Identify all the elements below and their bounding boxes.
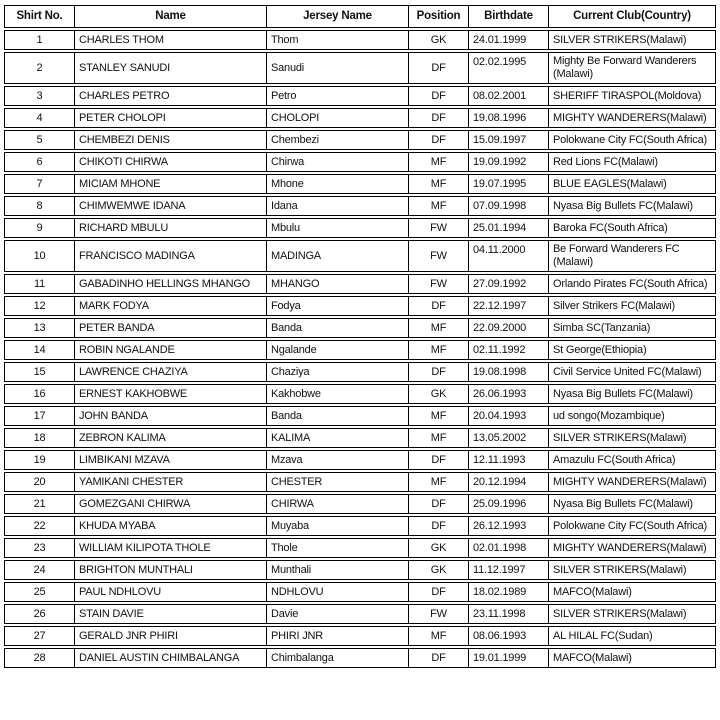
birthdate-cell: 22.12.1997 xyxy=(468,296,548,316)
current-club-cell: SILVER STRIKERS(Malawi) xyxy=(548,604,716,624)
jersey-name-cell: Petro xyxy=(266,86,408,106)
player-name-cell: CHIKOTI CHIRWA xyxy=(74,152,266,172)
birthdate-cell: 19.01.1999 xyxy=(468,648,548,668)
current-club-cell: Red Lions FC(Malawi) xyxy=(548,152,716,172)
position-cell: MF xyxy=(408,318,468,338)
table-row xyxy=(4,450,716,470)
shirt-no-cell: 24 xyxy=(4,560,74,580)
header-name: Name xyxy=(74,5,266,28)
position-cell: MF xyxy=(408,472,468,492)
player-name-cell: ERNEST KAKHOBWE xyxy=(74,384,266,404)
jersey-name-cell: Kakhobwe xyxy=(266,384,408,404)
header-shirt-no: Shirt No. xyxy=(4,5,74,28)
position-cell: MF xyxy=(408,428,468,448)
jersey-name-cell: Thom xyxy=(266,30,408,50)
jersey-name-cell: Banda xyxy=(266,406,408,426)
position-cell: DF xyxy=(408,494,468,514)
table-row xyxy=(4,86,716,106)
table-header xyxy=(4,5,716,28)
birthdate-cell: 22.09.2000 xyxy=(468,318,548,338)
position-cell: MF xyxy=(408,174,468,194)
birthdate-cell: 12.11.1993 xyxy=(468,450,548,470)
shirt-no-cell: 13 xyxy=(4,318,74,338)
table-row xyxy=(4,296,716,316)
jersey-name-cell: Mzava xyxy=(266,450,408,470)
birthdate-cell: 08.02.2001 xyxy=(468,86,548,106)
birthdate-cell: 19.09.1992 xyxy=(468,152,548,172)
player-name-cell: PETER CHOLOPI xyxy=(74,108,266,128)
jersey-name-cell: KALIMA xyxy=(266,428,408,448)
birthdate-cell: 26.06.1993 xyxy=(468,384,548,404)
player-name-cell: PETER BANDA xyxy=(74,318,266,338)
player-name-cell: MICIAM MHONE xyxy=(74,174,266,194)
birthdate-cell: 11.12.1997 xyxy=(468,560,548,580)
player-name-cell: CHEMBEZI DENIS xyxy=(74,130,266,150)
position-cell: DF xyxy=(408,108,468,128)
player-name-cell: CHIMWEMWE IDANA xyxy=(74,196,266,216)
shirt-no-cell: 23 xyxy=(4,538,74,558)
jersey-name-cell: Muyaba xyxy=(266,516,408,536)
current-club-cell: Polokwane City FC(South Africa) xyxy=(548,130,716,150)
current-club-cell: Orlando Pirates FC(South Africa) xyxy=(548,274,716,294)
position-cell: FW xyxy=(408,604,468,624)
position-cell: DF xyxy=(408,450,468,470)
header-birthdate: Birthdate xyxy=(468,5,548,28)
current-club-cell: Nyasa Big Bullets FC(Malawi) xyxy=(548,196,716,216)
player-name-cell: MARK FODYA xyxy=(74,296,266,316)
current-club-cell: Be Forward Wanderers FC (Malawi) xyxy=(548,240,716,272)
player-name-cell: GABADINHO HELLINGS MHANGO xyxy=(74,274,266,294)
table-body xyxy=(4,30,716,668)
position-cell: FW xyxy=(408,240,468,272)
shirt-no-cell: 1 xyxy=(4,30,74,50)
player-name-cell: GERALD JNR PHIRI xyxy=(74,626,266,646)
player-name-cell: CHARLES PETRO xyxy=(74,86,266,106)
shirt-no-cell: 28 xyxy=(4,648,74,668)
current-club-cell: MIGHTY WANDERERS(Malawi) xyxy=(548,472,716,492)
table-row xyxy=(4,428,716,448)
squad-roster-table xyxy=(4,3,716,670)
birthdate-cell: 19.07.1995 xyxy=(468,174,548,194)
birthdate-cell: 19.08.1998 xyxy=(468,362,548,382)
current-club-cell: SILVER STRIKERS(Malawi) xyxy=(548,560,716,580)
current-club-cell: MAFCO(Malawi) xyxy=(548,648,716,668)
position-cell: MF xyxy=(408,626,468,646)
current-club-cell: MIGHTY WANDERERS(Malawi) xyxy=(548,538,716,558)
jersey-name-cell: Fodya xyxy=(266,296,408,316)
jersey-name-cell: Chembezi xyxy=(266,130,408,150)
shirt-no-cell: 12 xyxy=(4,296,74,316)
shirt-no-cell: 3 xyxy=(4,86,74,106)
current-club-cell: Simba SC(Tanzania) xyxy=(548,318,716,338)
table-row xyxy=(4,174,716,194)
position-cell: DF xyxy=(408,130,468,150)
table-row xyxy=(4,538,716,558)
table-row xyxy=(4,274,716,294)
player-name-cell: LAWRENCE CHAZIYA xyxy=(74,362,266,382)
position-cell: DF xyxy=(408,516,468,536)
position-cell: MF xyxy=(408,340,468,360)
position-cell: GK xyxy=(408,384,468,404)
player-name-cell: RICHARD MBULU xyxy=(74,218,266,238)
shirt-no-cell: 11 xyxy=(4,274,74,294)
current-club-cell: Civil Service United FC(Malawi) xyxy=(548,362,716,382)
jersey-name-cell: Chirwa xyxy=(266,152,408,172)
birthdate-cell: 19.08.1996 xyxy=(468,108,548,128)
player-name-cell: JOHN BANDA xyxy=(74,406,266,426)
birthdate-cell: 27.09.1992 xyxy=(468,274,548,294)
current-club-cell: BLUE EAGLES(Malawi) xyxy=(548,174,716,194)
shirt-no-cell: 10 xyxy=(4,240,74,272)
table-row xyxy=(4,406,716,426)
shirt-no-cell: 6 xyxy=(4,152,74,172)
shirt-no-cell: 2 xyxy=(4,52,74,84)
birthdate-cell: 23.11.1998 xyxy=(468,604,548,624)
birthdate-cell: 20.12.1994 xyxy=(468,472,548,492)
jersey-name-cell: NDHLOVU xyxy=(266,582,408,602)
table-row xyxy=(4,30,716,50)
jersey-name-cell: Idana xyxy=(266,196,408,216)
position-cell: GK xyxy=(408,30,468,50)
current-club-cell: SILVER STRIKERS(Malawi) xyxy=(548,428,716,448)
jersey-name-cell: CHOLOPI xyxy=(266,108,408,128)
jersey-name-cell: MADINGA xyxy=(266,240,408,272)
table-row xyxy=(4,384,716,404)
header-position: Position xyxy=(408,5,468,28)
player-name-cell: FRANCISCO MADINGA xyxy=(74,240,266,272)
jersey-name-cell: Mhone xyxy=(266,174,408,194)
position-cell: MF xyxy=(408,196,468,216)
birthdate-cell: 13.05.2002 xyxy=(468,428,548,448)
shirt-no-cell: 14 xyxy=(4,340,74,360)
birthdate-cell: 02.11.1992 xyxy=(468,340,548,360)
table-row xyxy=(4,52,716,84)
shirt-no-cell: 20 xyxy=(4,472,74,492)
table-row xyxy=(4,152,716,172)
player-name-cell: WILLIAM KILIPOTA THOLE xyxy=(74,538,266,558)
jersey-name-cell: Chaziya xyxy=(266,362,408,382)
player-name-cell: ROBIN NGALANDE xyxy=(74,340,266,360)
current-club-cell: MAFCO(Malawi) xyxy=(548,582,716,602)
shirt-no-cell: 9 xyxy=(4,218,74,238)
shirt-no-cell: 4 xyxy=(4,108,74,128)
current-club-cell: Nyasa Big Bullets FC(Malawi) xyxy=(548,494,716,514)
birthdate-cell: 18.02.1989 xyxy=(468,582,548,602)
position-cell: FW xyxy=(408,274,468,294)
table-row xyxy=(4,340,716,360)
shirt-no-cell: 25 xyxy=(4,582,74,602)
table-row xyxy=(4,560,716,580)
current-club-cell: Amazulu FC(South Africa) xyxy=(548,450,716,470)
birthdate-cell: 26.12.1993 xyxy=(468,516,548,536)
shirt-no-cell: 26 xyxy=(4,604,74,624)
current-club-cell: Polokwane City FC(South Africa) xyxy=(548,516,716,536)
birthdate-cell: 02.01.1998 xyxy=(468,538,548,558)
jersey-name-cell: Munthali xyxy=(266,560,408,580)
birthdate-cell: 04.11.2000 xyxy=(468,240,548,272)
current-club-cell: Mighty Be Forward Wanderers (Malawi) xyxy=(548,52,716,84)
position-cell: GK xyxy=(408,560,468,580)
table-row xyxy=(4,196,716,216)
jersey-name-cell: PHIRI JNR xyxy=(266,626,408,646)
current-club-cell: AL HILAL FC(Sudan) xyxy=(548,626,716,646)
position-cell: DF xyxy=(408,362,468,382)
shirt-no-cell: 7 xyxy=(4,174,74,194)
table-row xyxy=(4,604,716,624)
shirt-no-cell: 15 xyxy=(4,362,74,382)
jersey-name-cell: Banda xyxy=(266,318,408,338)
header-row xyxy=(4,5,716,28)
player-name-cell: STANLEY SANUDI xyxy=(74,52,266,84)
table-row xyxy=(4,108,716,128)
player-name-cell: STAIN DAVIE xyxy=(74,604,266,624)
table-row xyxy=(4,218,716,238)
jersey-name-cell: Mbulu xyxy=(266,218,408,238)
position-cell: DF xyxy=(408,582,468,602)
birthdate-cell: 20.04.1993 xyxy=(468,406,548,426)
current-club-cell: Silver Strikers FC(Malawi) xyxy=(548,296,716,316)
jersey-name-cell: Davie xyxy=(266,604,408,624)
birthdate-cell: 07.09.1998 xyxy=(468,196,548,216)
shirt-no-cell: 5 xyxy=(4,130,74,150)
shirt-no-cell: 17 xyxy=(4,406,74,426)
position-cell: DF xyxy=(408,86,468,106)
position-cell: DF xyxy=(408,52,468,84)
jersey-name-cell: MHANGO xyxy=(266,274,408,294)
current-club-cell: SILVER STRIKERS(Malawi) xyxy=(548,30,716,50)
birthdate-cell: 25.09.1996 xyxy=(468,494,548,514)
player-name-cell: GOMEZGANI CHIRWA xyxy=(74,494,266,514)
jersey-name-cell: CHIRWA xyxy=(266,494,408,514)
jersey-name-cell: Thole xyxy=(266,538,408,558)
position-cell: MF xyxy=(408,406,468,426)
current-club-cell: ud songo(Mozambique) xyxy=(548,406,716,426)
header-club: Current Club(Country) xyxy=(548,5,716,28)
current-club-cell: St George(Ethiopia) xyxy=(548,340,716,360)
birthdate-cell: 24.01.1999 xyxy=(468,30,548,50)
shirt-no-cell: 22 xyxy=(4,516,74,536)
jersey-name-cell: Sanudi xyxy=(266,52,408,84)
header-jersey: Jersey Name xyxy=(266,5,408,28)
shirt-no-cell: 19 xyxy=(4,450,74,470)
player-name-cell: PAUL NDHLOVU xyxy=(74,582,266,602)
birthdate-cell: 25.01.1994 xyxy=(468,218,548,238)
birthdate-cell: 08.06.1993 xyxy=(468,626,548,646)
table-row xyxy=(4,472,716,492)
player-name-cell: LIMBIKANI MZAVA xyxy=(74,450,266,470)
table-row xyxy=(4,494,716,514)
shirt-no-cell: 18 xyxy=(4,428,74,448)
table-row xyxy=(4,318,716,338)
position-cell: DF xyxy=(408,296,468,316)
current-club-cell: MIGHTY WANDERERS(Malawi) xyxy=(548,108,716,128)
player-name-cell: CHARLES THOM xyxy=(74,30,266,50)
player-name-cell: DANIEL AUSTIN CHIMBALANGA xyxy=(74,648,266,668)
table-row xyxy=(4,626,716,646)
position-cell: FW xyxy=(408,218,468,238)
shirt-no-cell: 16 xyxy=(4,384,74,404)
current-club-cell: SHERIFF TIRASPOL(Moldova) xyxy=(548,86,716,106)
table-row xyxy=(4,582,716,602)
table-row xyxy=(4,362,716,382)
table-row xyxy=(4,648,716,668)
shirt-no-cell: 8 xyxy=(4,196,74,216)
position-cell: MF xyxy=(408,152,468,172)
player-name-cell: BRIGHTON MUNTHALI xyxy=(74,560,266,580)
jersey-name-cell: Chimbalanga xyxy=(266,648,408,668)
current-club-cell: Nyasa Big Bullets FC(Malawi) xyxy=(548,384,716,404)
birthdate-cell: 02.02.1995 xyxy=(468,52,548,84)
player-name-cell: YAMIKANI CHESTER xyxy=(74,472,266,492)
table-row xyxy=(4,516,716,536)
player-name-cell: ZEBRON KALIMA xyxy=(74,428,266,448)
current-club-cell: Baroka FC(South Africa) xyxy=(548,218,716,238)
player-name-cell: KHUDA MYABA xyxy=(74,516,266,536)
shirt-no-cell: 21 xyxy=(4,494,74,514)
table-row xyxy=(4,130,716,150)
position-cell: GK xyxy=(408,538,468,558)
birthdate-cell: 15.09.1997 xyxy=(468,130,548,150)
jersey-name-cell: Ngalande xyxy=(266,340,408,360)
table-row xyxy=(4,240,716,272)
shirt-no-cell: 27 xyxy=(4,626,74,646)
jersey-name-cell: CHESTER xyxy=(266,472,408,492)
position-cell: DF xyxy=(408,648,468,668)
